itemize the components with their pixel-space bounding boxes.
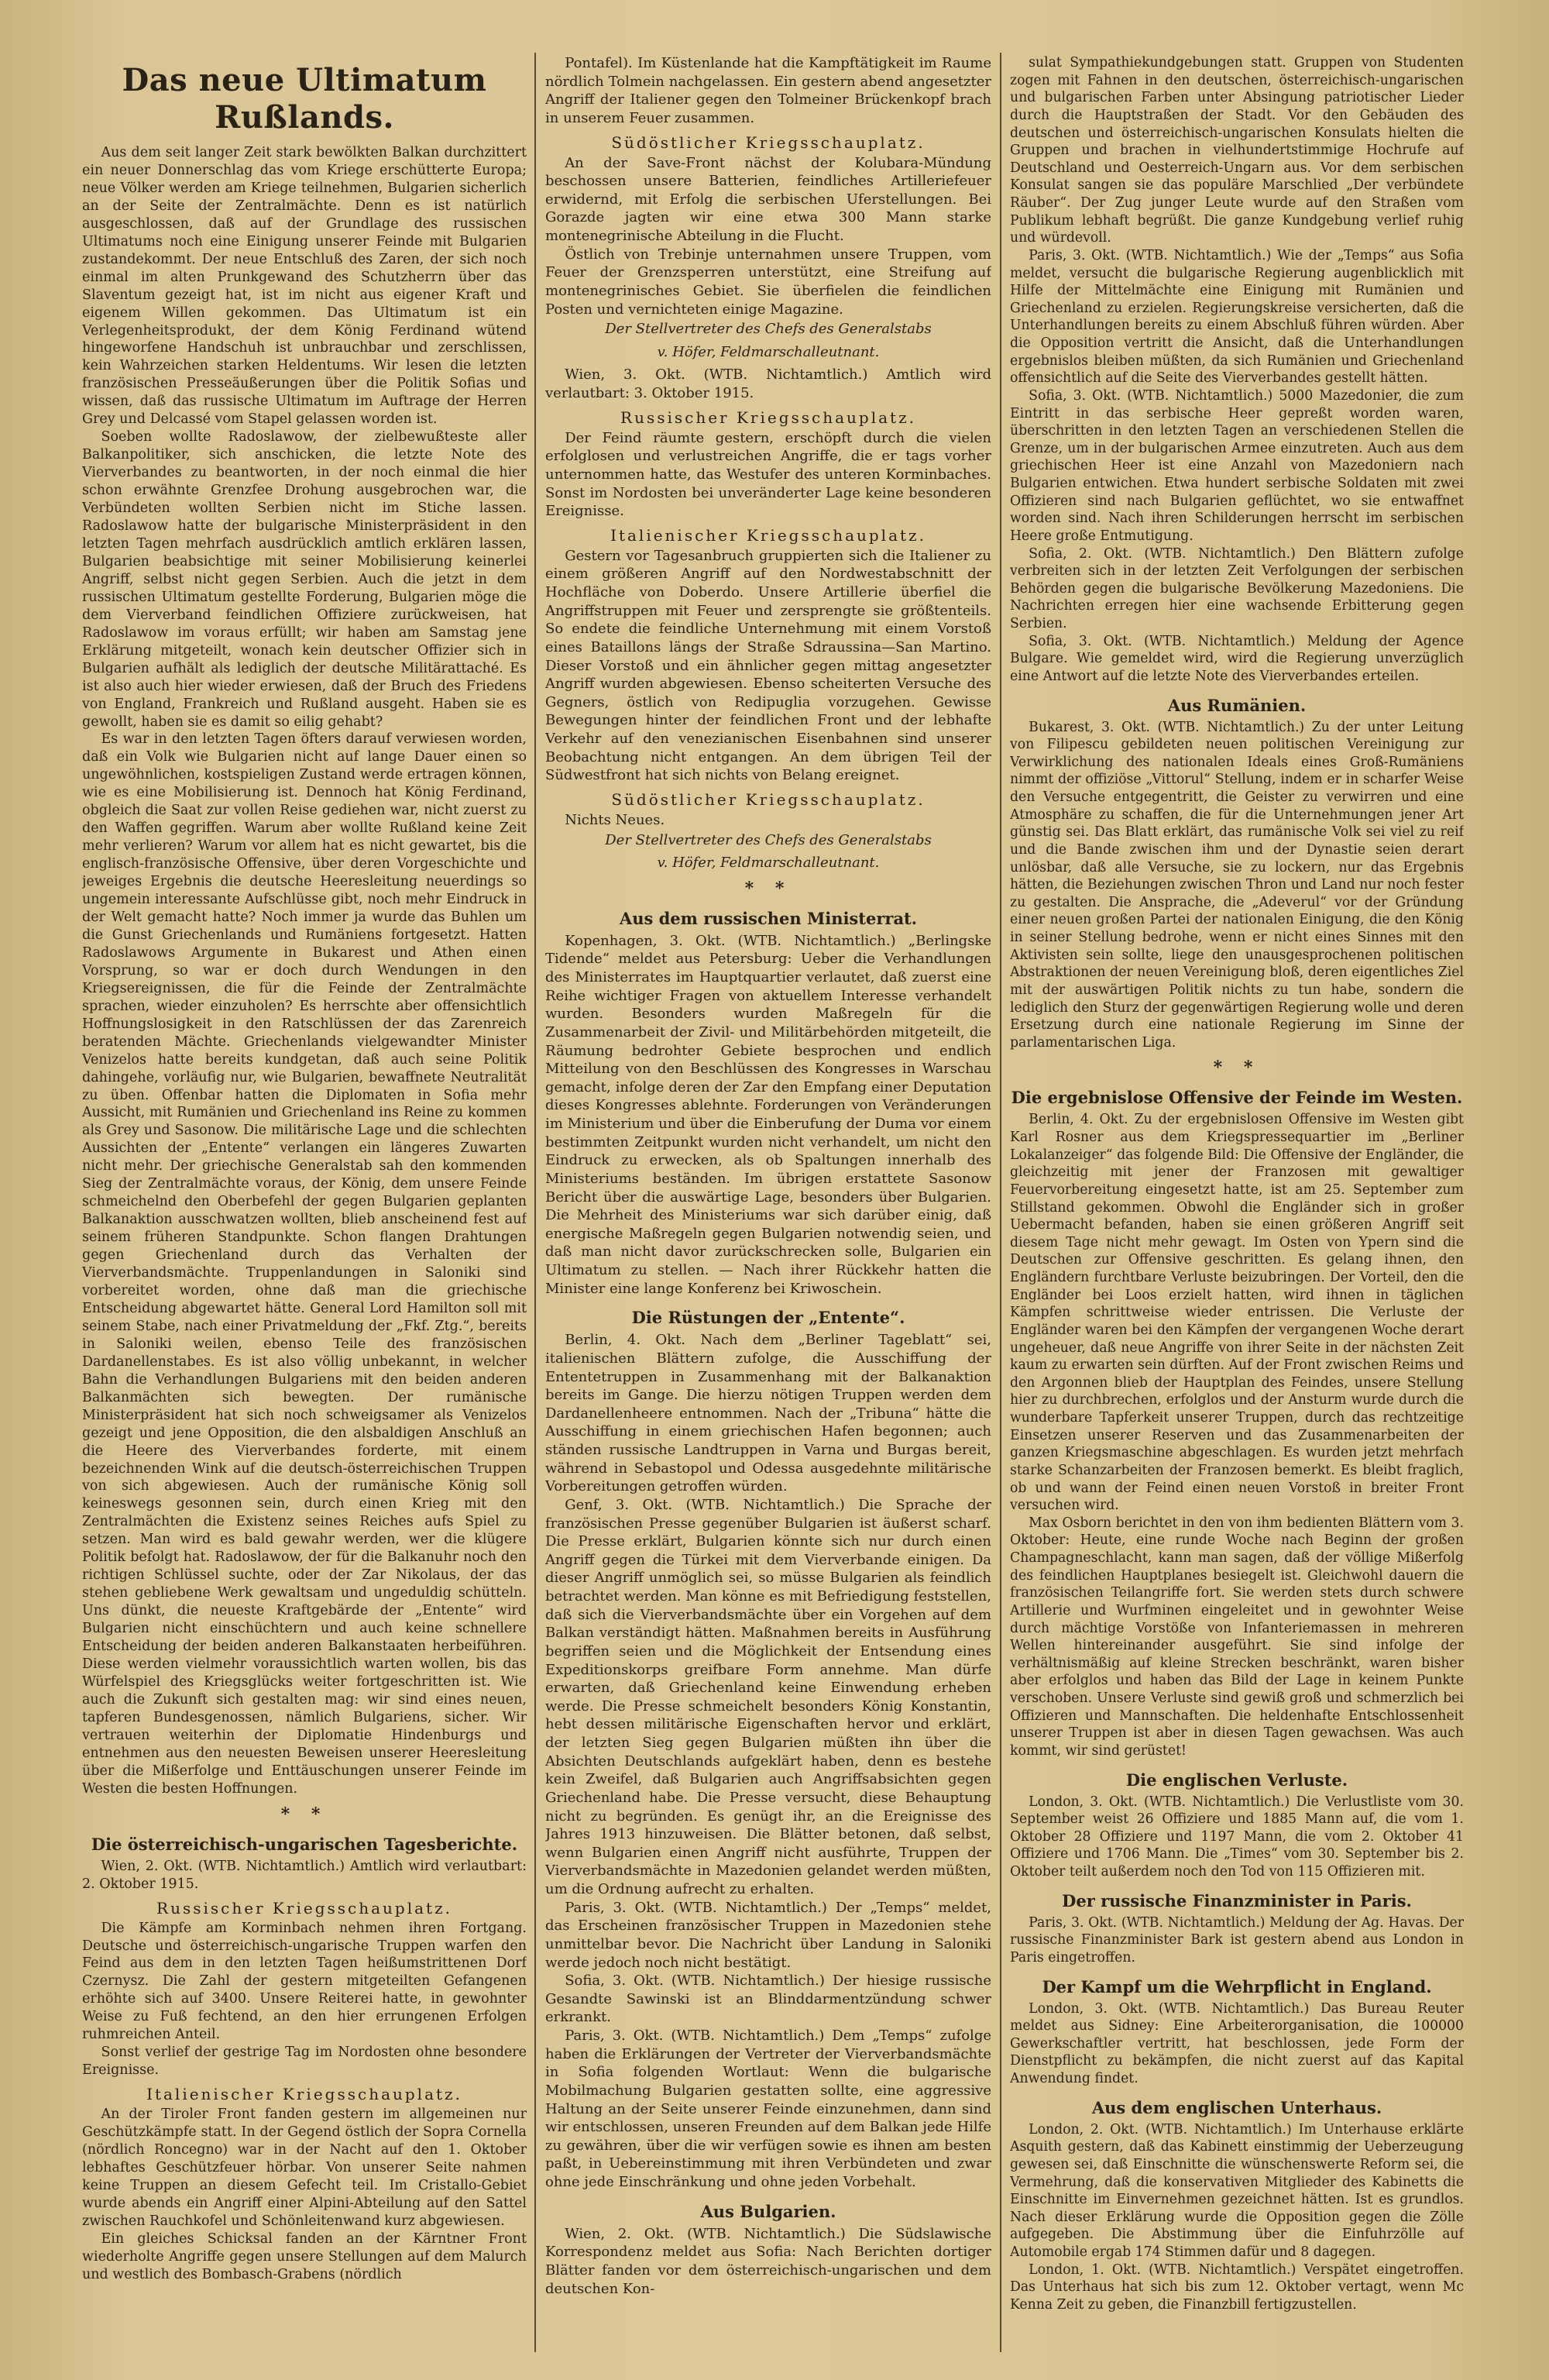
paragraph: Berlin, 4. Okt. Nach dem „Berliner Tageblatt“ sei, italienischen Blättern zufolge, die Ausschiffung der Ententetruppen in Zusammenhang mit der Balkanaktion bereits im Gange. Die hierzu nötigen Truppen werden dem Dardanellenheere entnommen. Nach der „Tribuna“ hätte die Ausschiffung in einem griechischen Hafen begonnen; auch ständen russische Landtruppen in Varna und Burgas bereit, während in Sebastopol und Odessa ausgedehnte militärische Vorbereitungen getroffen würden. <box>545 1332 991 1495</box>
paragraph: Bukarest, 3. Okt. (WTB. Nichtamtlich.) Zu der unter Leitung von Filipescu gebildeten neuen politischen Vereinigung zur Verwirklichung des nationalen Ideals eines Groß-Rumäniens nimmt der offiziöse „Vittorul“ Stellung, indem er in scharfer Weise den Versuche entgegentritt, die Geister zu verwirren und eine Atmosphäre zu schaffen, die für die Unternehmungen jener Art günstig sei. Das Blatt erklärt, das rumänische Volk sei viel zu reif und die Bande zwischen ihm und der Dynastie seien derart unlösbar, daß alle Versuche, sie zu lockern, nur das Ergebnis hätten, die Beziehungen zwischen Thron und Land nur noch fester zu gestalten. Die Ansprache, die „Adeverul“ vor der Gründung einer neuen großen Partei der nationalen Einigung, die den König in seiner Stellung bedrohe, wenn er nicht eines Sinnes mit den Aktivisten sein sollte, liege den unausgesprochenen politischen Abstraktionen der neuen Vereinigung bloß, deren eigentliches Ziel mit der auswärtigen Politik nichts zu tun habe, sondern die lediglich den Sturz der gegenwärtigen Regierung wolle und deren Ersetzung durch eine nationale Regierung im Sinne der parlamentarischen Liga. <box>1010 719 1464 1051</box>
paragraph: Sonst verlief der gestrige Tag im Nordosten ohne besondere Ereignisse. <box>82 2045 527 2079</box>
column-rule <box>1000 53 1001 2352</box>
paragraph: Paris, 3. Okt. (WTB. Nichtamtlich.) Der „Temps“ meldet, das Erscheinen französischer Truppen in Mazedonien stehe unmittelbar bevor. Die Nachricht über Landung in Saloniki werde jedoch noch nicht bestätigt. <box>545 1899 991 1971</box>
section-heading: Der Kampf um die Wehrpflicht in England. <box>1042 1976 1432 1997</box>
paragraph: Genf, 3. Okt. (WTB. Nichtamtlich.) Die Sprache der französischen Presse gegenüber Bulgarien ist äußerst scharf. Die Presse erklärt, Bulgarien könnte sich nur durch einen Angriff gegen die Türkei mit dem Vierverbande einigen. Da dieser Angriff unmöglich sei, so müsse Bulgarien als feindlich betrachtet werden. Man könne es mit Befriedigung feststellen, daß sich die Vierverbandsmächte über ein Vorgehen auf dem Balkan verständigt hätten. Maßnahmen bereits in Ausführung begriffen seien und die Möglichkeit der Entsendung eines Expeditionskorps greifbare Form annehme. Man dürfe erwarten, daß Griechenland keine Einwendung erheben werde. Die Presse schmeichelt besonders König Konstantin, hebt dessen militärische Eigenschaften hervor und erklärt, der letzten Sieg gegen Bulgarien müßten ihn über die Absichten Deutschlands aufgeklärt haben, denn es bestehe kein Zweifel, daß Bulgarien auch Angriffsabsichten gegen Griechenland habe. Die Presse versucht, diese Behauptung nicht zu begründen. Es genügt ihr, an die Ereignisse des Jahres 1913 hinzuweisen. Die Blätter betonen, daß selbst, wenn Bulgarien einen Angriff nicht ausführte, Truppen der Vierverbandsmächte in Mazedonien gelandet werden müßten, um die Ordnung aufrecht zu erhalten. <box>545 1496 991 1897</box>
signature-line: Der Stellvertreter des Chefs des Generalstabs <box>605 831 932 848</box>
paragraph: Soeben wollte Radoslawow, der zielbewußteste aller Balkanpolitiker, sich anschicken, die letzte Note des Vierverbandes zu beantworten, in der noch einmal die hier schon erwähnte Grenzfee Drohung ausgebrochen war, die Verbündeten wollten Serbien nicht im Stiche lassen. Radoslawow hatte der bulgarische Ministerpräsident in den letzten Tagen mehrfach ausdrücklich amtlich erklären lassen, Bulgarien beabsichtige mit seiner Mobilisierung keinerlei Angriff, selbst nicht gegen Serbien. Auch die jetzt in dem russischen Ultimatum gestellte Forderung, Bulgarien möge die dem Vierverband feindlichen Offiziere zurückweisen, hat Radoslawow im voraus erfüllt; wir haben am Samstag jene Erklärung mitgeteilt, wonach kein deutscher Offizier sich in Bulgarien aufhält als lediglich der deutsche Militärattaché. Es ist also auch hier wieder erwiesen, daß der Bruch des Friedens von England, Frankreich und Rußland ausgeht. Haben sie es gewollt, haben sie es damit so eilig gehabt? <box>82 429 527 730</box>
paragraph: London, 1. Okt. (WTB. Nichtamtlich.) Verspätet eingetroffen. Das Unterhaus hat sich bis zum 12. Oktober vertagt, wenn Mc Kenna Zeit zu geben, die Finanzbill fertigzustellen. <box>1010 2261 1464 2313</box>
paragraph: Berlin, 4. Okt. Zu der ergebnislosen Offensive im Westen gibt Karl Rosner aus dem Kriegspressequartier im „Berliner Lokalanzeiger“ das folgende Bild: Die Offensive der Engländer, die gleichzeitig mit jener der Franzosen mit gewaltiger Feuervorbereitung eingesetzt hatte, ist am 25. September zum Stillstand gekommen. Obwohl die Engländer sich in großer Uebermacht befanden, haben sie einen größeren Angriff seit diesem Tage nicht mehr gewagt. Im Osten von Ypern sind die Deutschen zur Offensive geschritten. Es gelang ihnen, den Engländern furchtbare Verluste beizubringen. Der Vorteil, den die Engländer bei Loos erzielt hatten, wird ihnen in täglichen Kämpfen schrittweise wieder entrissen. Die Verluste der Engländer waren bei den Kämpfen der vergangenen Woche derart ungeheuer, daß neue Angriffe von ihrer Seite in der nächsten Zeit kaum zu erwarten sein dürften. Auf der Front zwischen Reims und den Argonnen blieb der Hauptplan des Feindes, unsere Stellung hier zu durchbrechen, erfolglos und der Ansturm wurde durch die wunderbare Tapferkeit unserer Truppen, durch das rechtzeitige Einsetzen unserer Reserven und das Zusammenarbeiten der ganzen Kriegsmaschine abgeschlagen. Es wurden jetzt mehrfach starke Schanzarbeiten der Franzosen bemerkt. Es bleibt fraglich, ob und wann der Feind einen neuen Vorstoß in breiter Front versuchen wird. <box>1010 1112 1464 1514</box>
signature-name: v. Höfer, Feldmarschalleutnant. <box>657 343 880 360</box>
paragraph: London, 2. Okt. (WTB. Nichtamtlich.) Im Unterhause erklärte Asquith gestern, daß das Kabinett einstimmig der Ueberzeugung gewesen sei, daß Einschnitte die wünschenswerte Reform sei, die Vermehrung, daß die konservativen Mitglieder des Kabinetts die Einschnitte im Einvernehmen gezeichnet hätten. Ist es grundlos. Nach dieser Erklärung wurde die Opposition gegen die Zölle aufgegeben. Die Abstimmung über die Einfuhrzölle auf Automobile ergab 174 Stimmen dafür und 8 dagegen. <box>1010 2121 1464 2260</box>
signature-name: v. Höfer, Feldmarschalleutnant. <box>657 855 880 872</box>
headline: Das neue Ultimatum Rußlands. <box>122 62 487 136</box>
paragraph: Kopenhagen, 3. Okt. (WTB. Nichtamtlich.) „Berlingske Tidende“ meldet aus Petersburg: Ueber die Verhandlungen des Ministerrates im Hauptquartier verlautet, daß zuerst eine Reihe wichtiger Fragen von aktuellem Interesse verhandelt wurden. Besonders wurden Maßregeln für die Zusammenarbeit der Zivil- und Militärbehörden mitgeteilt, die Räumung bedrohter Gebiete besprochen und endlich Mitteilung von den Beschlüssen des Kongresses in Warschau gemacht, infolge deren der Zar den Empfang einer Deputation dieses Kongresses ablehnte. Forderungen von Veränderungen im Ministerium und über die Einberufung der Duma vor einem bestimmten Zeitpunkt wurden nicht verhandelt, um nicht den Eindruck zu erwecken, als ob Spaltungen innerhalb des Ministeriums beständen. Im übrigen erstattete Sasonow Bericht über die auswärtige Lage, besonders über Bulgarien. Die Mehrheit des Ministeriums war sich darüber einig, daß energische Maßregeln gegen Bulgarien notwendig seien, und daß man nicht davor zurückschrecken solle, Bulgarien ein Ultimatum zu stellen. — Nach ihrer Rückkehr hatten die Minister eine lange Konferenz bei Kriwoschein. <box>545 932 991 1297</box>
paragraph: Östlich von Trebinje unternahmen unsere Truppen, vom Feuer der Grenzsperren unterstützt, eine Streifung auf montenegrinisches Gebiet. Sie überfielen die feindlichen Posten und vernichteten einige Magazine. <box>545 246 991 318</box>
paragraph: Wien, 2. Okt. (WTB. Nichtamtlich.) Die Südslawische Korrespondenz meldet aus Sofia: Nach Berichten dortiger Blätter fanden vor dem österreichisch-ungarischen und dem deutschen Kon- <box>545 2225 991 2297</box>
paragraph: London, 3. Okt. (WTB. Nichtamtlich.) Das Bureau Reuter meldet aus Sidney: Eine Arbeiterorganisation, die 100000 Gewerkschaftler vertritt, hat beschlossen, jede Form der Dienstpflicht zu bekämpfen, die nicht zuerst auf das Kapital Anwendung findet. <box>1010 2000 1464 2086</box>
column-1 <box>82 54 527 2349</box>
section-heading: Die österreichisch-ungarischen Tagesberichte. <box>91 1834 518 1854</box>
paragraph: An der Save-Front nächst der Kolubara-Mündung beschossen unsere Batterien, feindliches Artilleriefeuer erwidernd, mit Erfolg die serbischen Uferstellungen. Bei Gorazde jagten wir eine etwa 300 Mann starke montenegrinische Abteilung in die Flucht. <box>545 154 991 244</box>
subheading: Russischer Kriegsschauplatz. <box>156 1898 452 1917</box>
section-heading: Der russische Finanzminister in Paris. <box>1062 1890 1412 1911</box>
paragraph: Die Kämpfe am Korminbach nehmen ihren Fortgang. Deutsche und österreichisch-ungarische Truppen warfen den Feind aus dem in den letzten Tagen heißumstrittenen Dorf Czernysz. Die Zahl der gestern mitgeteilten Gefangenen erhöhte sich auf 3400. Unsere Reiterei hatte, in gewohnter Weise zu Fuß fechtend, an den hier errungenen Erfolgen ruhmreichen Anteil. <box>82 1920 527 2043</box>
column-3 <box>1010 54 1464 2349</box>
paragraph: Paris, 3. Okt. (WTB. Nichtamtlich.) Wie der „Temps“ aus Sofia meldet, versucht die bulgarische Regierung augenblicklich mit Hilfe der Mittelmächte eine Einigung mit Rumänien und Griechenland zu erzielen. Regierungskreise versicherten, daß die Unterhandlungen bereits zu einem Abschluß führen würden. Aber die Opposition vertritt die Ansicht, daß die Unterhandlungen ergebnislos bleiben müßten, da sich Rumänien und Griechenland offensichtlich auf die Seite des Vierverbandes gestellt hätten. <box>1010 247 1464 387</box>
signature-line: Der Stellvertreter des Chefs des Generalstabs <box>605 321 932 338</box>
paragraph: Sofia, 2. Okt. (WTB. Nichtamtlich.) Den Blättern zufolge verbreiten sich in der letzten Zeit Verfolgungen der serbischen Behörden gegen die bulgarische Bevölkerung Mazedoniens. Die Nachrichten erregen hier eine wachsende Erbitterung gegen Serbien. <box>1010 545 1464 631</box>
paragraph: Der Feind räumte gestern, erschöpft durch die vielen erfolglosen und verlustreichen Angriffe, die er tags vorher unternommen hatte, das Westufer des unteren Korminbaches. Sonst im Nordosten bei unveränderter Lage keine besonderen Ereignisse. <box>545 429 991 520</box>
paragraph: Max Osborn berichtet in den von ihm bedienten Blättern vom 3. Oktober: Heute, eine runde Woche nach Beginn der großen Champagneschlacht, kann man sagen, daß der völlige Mißerfolg des feindlichen Hauptplanes besiegelt ist. Gleichwohl dauern die französischen Teilangriffe fort. Sie werden stets durch schwere Artillerie und Wurfminen eingeleitet und in gewohnter Weise durch mächtige Vorstöße von Infanteriemassen in mehreren Wellen hintereinander ausgeführt. Sie sind infolge der verhältnismäßig auf kleine Strecken beschränkt, waren bisher aber erfolglos und haben das Bild der Lage in keinem Punkte verschoben. Unsere Verluste sind gewiß groß und schmerzlich bei Offizieren und Mannschaften. Die heldenhafte Entschlossenheit unserer Truppen ist aber in diesen Tagen gewachsen. Was auch kommt, wir sind gerüstet! <box>1010 1515 1464 1759</box>
column-2 <box>545 54 991 2349</box>
paragraph: sulat Sympathiekundgebungen statt. Gruppen von Studenten zogen mit Fahnen in den deutschen, österreichisch-ungarischen und bulgarischen Farben unter Absingung patriotischer Lieder durch die Hauptstraßen der Stadt. Vor den Gebäuden des deutschen und österreichisch-ungarischen Konsulats hielten die Gruppen und brachen in vielhundertstimmige Hochrufe auf Deutschland und Oesterreich-Ungarn aus. Vor dem serbischen Konsulat sangen sie das populäre Marschlied „Der verbündete Räuber“. Der Zug junger Leute wurde auf den Straßen vom Publikum lebhaft begrüßt. Die ganze Kundgebung verlief ruhig und würdevoll. <box>1010 55 1464 246</box>
paragraph: Nichts Neues. <box>565 811 665 828</box>
subheading: Südöstlicher Kriegsschauplatz. <box>611 789 926 809</box>
section-heading: Aus Bulgarien. <box>700 2201 836 2221</box>
section-separator: * * <box>280 1804 328 1825</box>
paragraph: Es war in den letzten Tagen öfters darauf verwiesen worden, daß ein Volk wie Bulgarien nicht auf lange Dauer einen so ungewöhnlichen, kostspieligen Zustand werde ertragen können, wie es eine Mobilisierung ist. Dennoch hat König Ferdinand, obgleich die Saat zur vollen Reise gediehen war, nicht zuerst zu den Waffen gegriffen. Warum aber wollte Rußland keine Zeit mehr verlieren? Warum vor allem hat es nicht gewartet, bis die englisch-französische Offensive, über deren Vorgeschichte und jeweiges Ergebnis die deutsche Heeresleitung neuerdings so ungemein interessante Aufschlüsse gibt, noch mehr Eindruck in der Welt gemacht hatte? Noch immer ja wurde das Buhlen um die Gunst Griechenlands und Rumäniens fortgesetzt. Hatten Radoslawows Argumente in Bukarest und Athen einen Vorsprung, so war er doch durch Wendungen in den Kriegsereignissen, die für die Feinde der Zentralmächte sprachen, wieder einzuholen? Es herrschte aber offensichtlich Hoffnungslosigkeit in den Ratschlüssen der das Zarenreich beratenden Mächte. Griechenlands vielgewandter Minister Venizelos hatte bereits kundgetan, daß auch seine Politik dahingehe, vorläufig nur, wie Bulgarien, bewaffnete Neutralität zu üben. Offenbar hatten die Diplomaten in Sofia mehr Aussicht, mit Rumänien und Griechenland ins Reine zu kommen als Grey und Sasonow. Die militärische Lage und die schlechten Aussichten der „Entente“ verlangen ein längeres Zuwarten nicht mehr. Der griechische Generalstab sah den kommenden Sieg der Zentralmächte voraus, der König, dem unsere Feinde schmeichelnd den Oberbefehl der gegen Bulgarien geplanten Balkanaktion ausschwatzen wollten, blieb anscheinend fest auf seinem früheren Standpunkte. Schon flangen Drahtungen gegen Griechenland durch das Verhalten der Vierverbandsmächte. Truppenlandungen in Saloniki sind vorbereitet worden, ohne daß man die griechische Entscheidung abgewartet hätte. General Lord Hamilton soll mit seinem Stabe, nach einer Privatmeldung der „Fkf. Ztg.“, bereits in Saloniki weilen, ebenso Teile des französischen Dardanellenstabes. Es ist also völlig unbekannt, in welcher Bahn die Verhandlungen Bulgariens mit den beiden anderen Balkanmächten sich bewegten. Der rumänische Ministerpräsident hat sich noch schweigsamer als Venizelos gezeigt und jene Opposition, die den alsbaldigen Anschluß an die Heere des Vierverbandes forderte, mit einem bezeichnenden Wink auf die deutsch-österreichischen Truppen von sich abgewiesen. Auch der rumänische König soll keineswegs gesonnen sein, durch einen Krieg mit den Zentralmächten die Existenz seines Reiches aufs Spiel zu setzen. Man wird es bald gewahr werden, wer die klügere Politik befolgt hat. Radoslawow, der für die Balkanuhr noch den richtigen Schlüssel suchte, oder der Zar Nikolaus, der das stehen gebliebene Werk gewaltsam und ungeduldig schütteln. Uns dünkt, die neueste Kraftgebärde der „Entente“ wird Bulgarien nicht einschüchtern und auch keine schnellere Entscheidung der beiden anderen Balkanstaaten herbeiführen. Diese werden vielmehr voraussichtlich warten wollen, bis das Würfelspiel des Kriegsglücks weiter fortgeschritten ist. Wie auch die Zukunft sich gestalten mag: wir sind eines neuen, tapferen Bundesgenossen, nämlich Bulgariens, sicher. Wir vertrauen weiterhin der Diplomatie Hindenburgs und entnehmen aus den neuesten Beweisen unserer Heeresleitung über die Mißerfolge und Enttäuschungen unserer Feinde im Westen die besten Hoffnungen. <box>82 731 527 1797</box>
paragraph: Paris, 3. Okt. (WTB. Nichtamtlich.) Meldung der Ag. Havas. Der russische Finanzminister Bark ist gestern abend aus London in Paris eingetroffen. <box>1010 1914 1464 1966</box>
section-heading: Aus dem russischen Ministerrat. <box>619 908 918 928</box>
subheading: Südöstlicher Kriegsschauplatz. <box>611 132 926 152</box>
paragraph: Ein gleiches Schicksal fanden an der Kärntner Front wiederholte Angriffe gegen unsere Stellungen auf dem Malurch und westlich des Bombasch-Grabens (nördlich <box>82 2230 527 2282</box>
section-heading: Die ergebnislose Offensive der Feinde im Westen. <box>1011 1088 1463 1108</box>
subheading: Russischer Kriegsschauplatz. <box>620 408 916 427</box>
paragraph: Sofia, 3. Okt. (WTB. Nichtamtlich.) Meldung der Agence Bulgare. Wie gemeldet wird, wird die Regierung unverzüglich eine Antwort auf die letzte Note des Vierverbandes erteilen. <box>1010 633 1464 684</box>
paragraph: London, 3. Okt. (WTB. Nichtamtlich.) Die Verlustliste vom 30. September weist 26 Offiziere und 1885 Mann auf, die vom 1. Oktober 28 Offiziere und 1197 Mann, die vom 2. Oktober 41 Offiziere und 1706 Mann. Die „Times“ vom 30. September bis 2. Oktober teilt außerdem noch den Tod von 115 Offizieren mit. <box>1010 1794 1464 1880</box>
section-heading: Die Rüstungen der „Entente“. <box>631 1308 905 1328</box>
dateline: Wien, 2. Okt. (WTB. Nichtamtlich.) Amtlich wird verlautbart: 2. Oktober 1915. <box>82 1858 527 1892</box>
section-heading: Aus dem englischen Unterhaus. <box>1091 2097 1382 2117</box>
subheading: Italienischer Kriegsschauplatz. <box>610 525 926 545</box>
column-rule <box>534 53 536 2352</box>
paragraph: Sofia, 3. Okt. (WTB. Nichtamtlich.) 5000 Mazedonier, die zum Eintritt in das serbische Heer gepreßt worden waren, überschritten in den letzten Tagen an verschiedenen Stellen die Grenze, um in der bulgarischen Armee einzutreten. Auch aus dem griechischen Heer ist eine Anzahl von Mazedoniern nach Bulgarien entwichen. Etwa hundert serbische Soldaten mit zwei Offizieren sind nach Bulgarien geflüchtet, wo sie entwaffnet worden sind. Nach ihren Schilderungen herrscht im serbischen Heere große Entmutigung. <box>1010 387 1464 544</box>
section-heading: Die englischen Verluste. <box>1125 1770 1348 1790</box>
section-separator: * * <box>1213 1058 1261 1078</box>
paragraph: Paris, 3. Okt. (WTB. Nichtamtlich.) Dem „Temps“ zufolge haben die Erklärungen der Vertreter der Vierverbandsmächte in Sofia folgenden Wortlaut: Wenn die bulgarische Mobilmachung Bulgarien gestatten sollte, eine aggressive Haltung an der Seite unserer Feinde einzunehmen, dann sind wir entschlossen, unseren Freunden auf dem Balkan jede Hilfe zu gewähren, über die wir verfügen sowie es ihnen am besten paßt, in Uebereinstimmung mit ihren Verbündeten und zwar ohne jede Einschränkung und ohne jeden Vorbehalt. <box>545 2027 991 2190</box>
paragraph: An der Tiroler Front fanden gestern im allgemeinen nur Geschützkämpfe statt. In der Gegend östlich der Sopra Cornella (nördlich Roncegno) war in der Nacht auf den 1. Oktober lebhaftes Geschützfeuer hörbar. Von unserer Seite nahmen keine Truppen an diesem Gefecht teil. Im Cristallo-Gebiet wurde abends ein Angriff einer Alpini-Abteilung auf den Sattel zwischen Rauchkofel und Schönleitenwand kurz abgewiesen. <box>82 2107 527 2229</box>
paragraph: Gestern vor Tagesanbruch gruppierten sich die Italiener zu einem größeren Angriff auf den Nordwestabschnitt der Hochfläche von Doberdo. Unsere Artillerie überfiel die Angriffstruppen mit Feuer und zersprengte sie größtenteils. So endete die feindliche Unternehmung mit einem Vorstoß eines Bataillons längs der Straße Sdraussina—San Martino. Dieser Vorstoß und ein ähnlicher gegen mittag angesetzter Angriff wurden abgewiesen. Ebenso scheiterten Versuche des Gegners, östlich von Redipuglia vorzugehen. Gewisse Bewegungen hinter der feindlichen Front und der lebhafte Verkehr auf den venezianischen Eisenbahnen sind unserer Beobachtung nicht entgangen. An dem übrigen Teil der Südwestfront hat sich nichts von Belang ereignet. <box>545 547 991 784</box>
section-separator: * * <box>744 878 792 899</box>
subheading: Italienischer Kriegsschauplatz. <box>146 2085 462 2104</box>
paragraph: Sofia, 3. Okt. (WTB. Nichtamtlich.) Der hiesige russische Gesandte Sawinski ist an Blinddarmentzündung schwer erkrankt. <box>545 1972 991 2026</box>
section-heading: Aus Rumänien. <box>1167 695 1307 715</box>
paragraph: Pontafel). Im Küstenlande hat die Kampftätigkeit im Raume nördlich Tolmein nachgelassen. Ein gestern abend angesetzter Angriff der Italiener gegen den Tolmeiner Brückenkopf brach in unserem Feuer zusammen. <box>545 55 991 126</box>
dateline: Wien, 3. Okt. (WTB. Nichtamtlich.) Amtlich wird verlautbart: 3. Oktober 1915. <box>545 366 991 401</box>
paragraph: Aus dem seit langer Zeit stark bewölkten Balkan durchzittert ein neuer Donnerschlag das vom Kriege erschütterte Europa; neue Völker werden am Kriege teilnehmen, Bulgarien sicherlich an der Seite der Zentralmächte. Denn es ist natürlich ausgeschlossen, daß auf der Grundlage des russischen Ultimatums noch eine Einigung unserer Feinde mit Bulgarien zustandekommt. Der neue Entschluß des Zaren, der sich noch einmal im alten Prunkgewand des Schutzherrn über das Slaventum gezeigt hat, ist im nicht aus eigener Kraft und eigenem Willen gekommen. Das Ultimatum ist ein Verlegenheitsprodukt, der dem König Ferdinand wütend hingeworfene Handschuh ist unbrauchbar und zerschlissen, kein Wahrzeichen starken Heldentums. Wir lesen die letzten französischen Presseäußerungen über die Politik Sofias und wissen, daß das russische Ultimatum im Auftrage der Herren Grey und Delcassé vom Stapel gelassen worden ist. <box>82 145 527 428</box>
